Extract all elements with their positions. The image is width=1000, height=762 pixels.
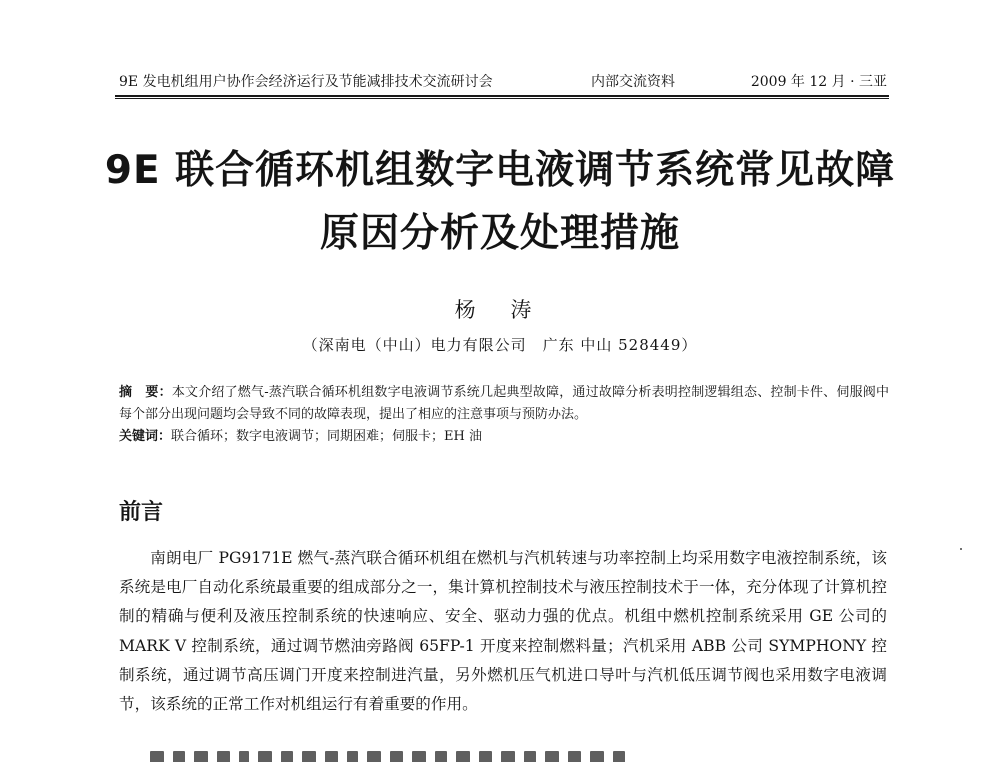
header-document-type: 内部交流资料 bbox=[591, 74, 675, 90]
body-paragraph: 南朗电厂 PG9171E 燃气-蒸汽联合循环机组在燃机与汽机转速与功率控制上均采用数字电液控制系统，该系统是电厂自动化系统最重要的组成部分之一，集计算机控制技术与液压控制技术于一体，充分体现了计算机控制的精确与便利及液压控制系统的快速响应、安全、驱动力强的优点。机组中燃机控制系统采用 GE 公司的 MARK V 控制系统，通过调节燃油旁路阀 65FP-1 开度来控制燃料量；汽机采用 ABB 公司 SYMPHONY 控制系统，通过调节高压调门开度来控制进汽量，另外燃机压气机进口导叶与汽机低压调节阀也采用数字电液调节，该系统的正常工作对机组运行有着重要的作用。 bbox=[119, 549, 887, 714]
abstract-text: 本文介绍了燃气-蒸汽联合循环机组数字电液调节系统几起典型故障，通过故障分析表明控制逻辑组态、控制卡件、伺服阀中每个部分出现问题均会导致不同的故障表现，提出了相应的注意事项与预防办法。 bbox=[119, 385, 889, 422]
keywords-text: 联合循环；数字电液调节；同期困难；伺服卡；EH 油 bbox=[171, 429, 482, 444]
header-conference-name: 9E 发电机组用户协作会经济运行及节能减排技术交流研讨会 bbox=[119, 74, 493, 90]
header-rule-thin bbox=[115, 98, 889, 99]
header-rule-thick bbox=[115, 95, 889, 97]
scan-speck bbox=[960, 548, 962, 550]
keywords-label: 关键词： bbox=[119, 429, 172, 444]
section-heading: 前言 bbox=[119, 500, 164, 525]
header-date-location: 2009 年 12 月 · 三亚 bbox=[750, 74, 887, 90]
author-name: 杨 涛 bbox=[454, 298, 546, 322]
abstract bbox=[119, 382, 889, 426]
paper-title-line-1: 9E 联合循环机组数字电液调节系统常见故障 bbox=[104, 148, 896, 193]
running-header bbox=[119, 70, 887, 94]
author-affiliation: （深南电（中山）电力有限公司 广东 中山 528449） bbox=[302, 336, 698, 354]
abstract-label: 摘 要： bbox=[119, 385, 172, 400]
keywords bbox=[119, 426, 889, 448]
paper-title-line-2: 原因分析及处理措施 bbox=[319, 211, 680, 256]
section-body bbox=[119, 544, 887, 719]
